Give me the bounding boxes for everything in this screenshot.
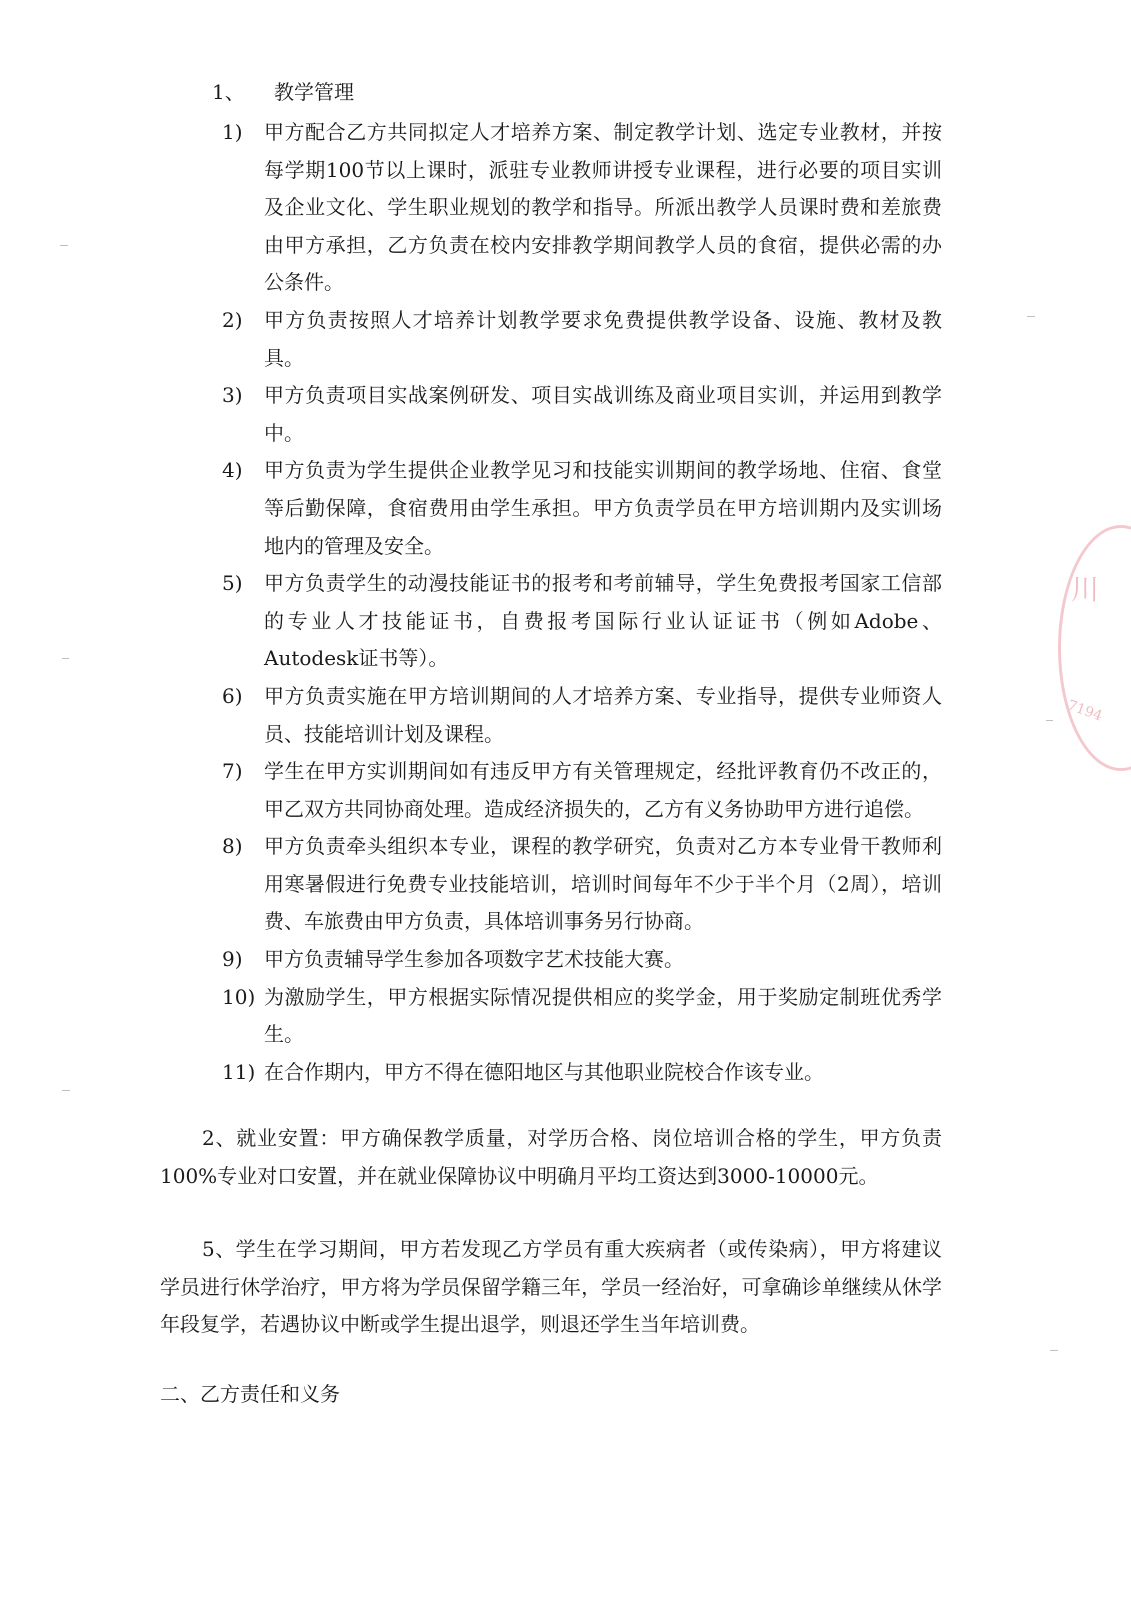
list-item [222, 452, 942, 565]
item-number: 2) [222, 307, 243, 332]
item-number: 5) [222, 571, 243, 596]
item-text: 在合作期内，甲方不得在德阳地区与其他职业院校合作该专业。 [264, 1059, 824, 1084]
paragraph-illness-suspension: 5、学生在学习期间，甲方若发现乙方学员有重大疾病者（或传染病），甲方将建议学员进行休学治疗，甲方将为学员保留学籍三年，学员一经治好，可拿确诊单继续从休学年段复学，若遇协议中断或学生提出退学，则退还学生当年培训费。 [160, 1237, 942, 1337]
scan-speck [1027, 316, 1035, 317]
list-item [222, 302, 942, 377]
teaching-management-list [222, 114, 942, 1091]
item-text: 为激励学生，甲方根据实际情况提供相应的奖学金，用于奖励定制班优秀学生。 [264, 984, 942, 1047]
item-number: 1) [222, 120, 243, 144]
item-text: 甲方负责为学生提供企业教学见习和技能实训期间的教学场地、住宿、食堂等后勤保障，食宿费用由学生承担。甲方负责学员在甲方培训期内及实训场地内的管理及安全。 [264, 458, 942, 558]
item-text: 甲方负责牵头组织本专业，课程的教学研究，负责对乙方本专业骨干教师利用寒暑假进行免费专业技能培训，培训时间每年不少于半个月（2周），培训费、车旅费由甲方负责，具体培训事务另行协商。 [264, 834, 942, 934]
item-number: 8) [222, 834, 243, 859]
item-number: 4) [222, 458, 243, 483]
item-number: 10) [222, 984, 256, 1009]
section-heading-teaching-management [212, 78, 354, 106]
list-item [222, 114, 942, 302]
seal-serial: 7194 [1065, 697, 1105, 725]
red-seal-stamp [1058, 525, 1131, 771]
scan-speck [1046, 720, 1053, 721]
item-text: 甲方负责按照人才培养计划教学要求免费提供教学设备、设施、教材及教具。 [264, 307, 942, 370]
list-item [222, 678, 942, 753]
item-number: 3) [222, 383, 243, 408]
item-text: 甲方负责辅导学生参加各项数字艺术技能大赛。 [264, 947, 684, 972]
item-number: 11) [222, 1059, 256, 1084]
list-item [222, 1054, 942, 1092]
list-item [222, 941, 942, 979]
list-item [222, 565, 942, 678]
paragraph-employment: 2、就业安置：甲方确保教学质量，对学历合格、岗位培训合格的学生，甲方负责100%专业对口安置，并在就业保障协议中明确月平均工资达到3000-10000元。 [160, 1126, 942, 1188]
section-number: 1、 [212, 80, 245, 104]
scan-speck [62, 1090, 70, 1091]
section-heading-party-b: 二、乙方责任和义务 [160, 1382, 340, 1406]
scan-speck [60, 245, 68, 246]
scan-speck [1050, 1350, 1058, 1351]
seal-text: 川 [1071, 573, 1100, 606]
section-title: 教学管理 [274, 80, 354, 104]
list-item [222, 828, 942, 941]
list-item [222, 753, 942, 828]
scan-speck [62, 658, 69, 659]
item-text: 甲方负责项目实战案例研发、项目实战训练及商业项目实训，并运用到教学中。 [264, 383, 942, 445]
item-text: 甲方负责实施在甲方培训期间的人才培养方案、专业指导，提供专业师资人员、技能培训计划及课程。 [264, 683, 942, 746]
item-number: 7) [222, 759, 243, 784]
item-text: 甲方负责学生的动漫技能证书的报考和考前辅导，学生免费报考国家工信部的专业人才技能证书，自费报考国际行业认证证书（例如Adobe、Autodesk证书等）。 [264, 571, 942, 671]
item-text: 学生在甲方实训期间如有违反甲方有关管理规定，经批评教育仍不改正的，甲乙双方共同协商处理。造成经济损失的，乙方有义务协助甲方进行追偿。 [264, 759, 942, 821]
item-number: 9) [222, 947, 243, 972]
item-text: 甲方配合乙方共同拟定人才培养方案、制定教学计划、选定专业教材，并按每学期100节以上课时，派驻专业教师讲授专业课程，进行必要的项目实训及企业文化、学生职业规划的教学和指导。所派出教学人员课时费和差旅费由甲方承担，乙方负责在校内安排教学期间教学人员的食宿，提供必需的办公条件。 [264, 120, 942, 295]
list-item [222, 377, 942, 452]
list-item [222, 979, 942, 1054]
item-number: 6) [222, 683, 243, 708]
